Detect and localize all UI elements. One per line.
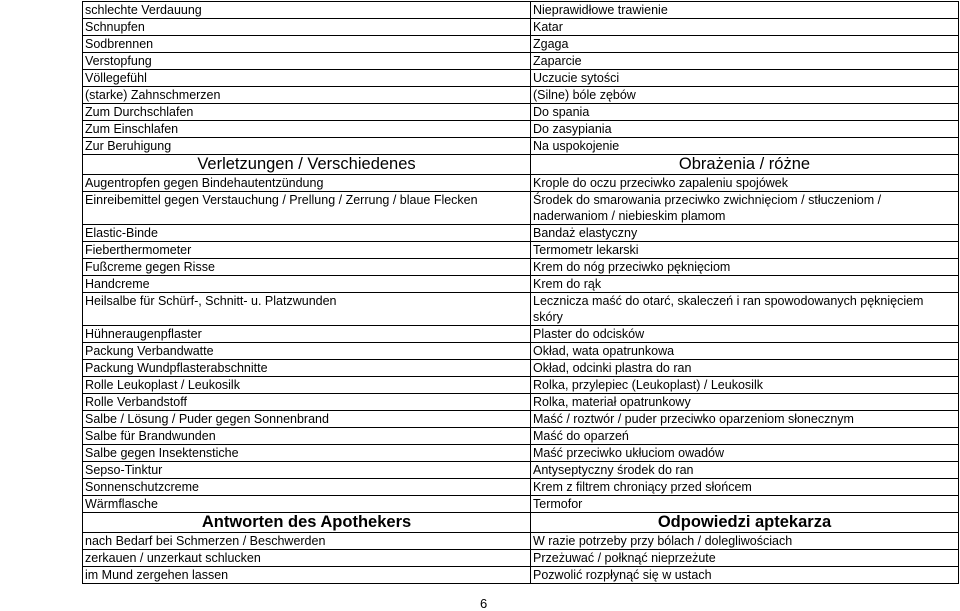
phrase-polish: Do spania [531, 104, 959, 121]
phrase-polish: Okład, odcinki plastra do ran [531, 360, 959, 377]
phrase-german: Rolle Leukoplast / Leukosilk [83, 377, 531, 394]
phrase-polish: Antyseptyczny środek do ran [531, 462, 959, 479]
phrase-german: Salbe / Lösung / Puder gegen Sonnenbrand [83, 411, 531, 428]
phrase-german: Fußcreme gegen Risse [83, 259, 531, 276]
phrase-polish: Termometr lekarski [531, 242, 959, 259]
phrase-german: Zum Einschlafen [83, 121, 531, 138]
section-header-row [83, 513, 959, 533]
phrase-polish: Okład, wata opatrunkowa [531, 343, 959, 360]
phrase-row [83, 567, 959, 584]
page-number: 6 [480, 596, 488, 611]
phrase-row [83, 242, 959, 259]
phrase-polish: Rolka, materiał opatrunkowy [531, 394, 959, 411]
phrase-row [83, 445, 959, 462]
phrase-polish: W razie potrzeby przy bólach / dolegliwościach [531, 533, 959, 550]
phrase-row [83, 138, 959, 155]
phrase-german: Sodbrennen [83, 36, 531, 53]
phrase-polish: Termofor [531, 496, 959, 513]
phrase-polish: Bandaż elastyczny [531, 225, 959, 242]
phrase-german: Elastic-Binde [83, 225, 531, 242]
section-header-polish: Odpowiedzi aptekarza [531, 513, 959, 533]
phrase-row [83, 225, 959, 242]
phrase-row [83, 53, 959, 70]
phrase-polish: Krem do rąk [531, 276, 959, 293]
phrase-row [83, 394, 959, 411]
phrase-german: Augentropfen gegen Bindehautentzündung [83, 175, 531, 192]
phrase-german: Verstopfung [83, 53, 531, 70]
phrase-german: Handcreme [83, 276, 531, 293]
phrase-polish: Zaparcie [531, 53, 959, 70]
phrase-german: (starke) Zahnschmerzen [83, 87, 531, 104]
phrase-row [83, 2, 959, 19]
phrase-german: Einreibemittel gegen Verstauchung / Prellung / Zerrung / blaue Flecken [83, 192, 531, 225]
phrase-german: Salbe für Brandwunden [83, 428, 531, 445]
phrase-polish: Krople do oczu przeciwko zapaleniu spojówek [531, 175, 959, 192]
phrase-polish: Zgaga [531, 36, 959, 53]
phrase-polish: Maść do oparzeń [531, 428, 959, 445]
phrase-row [83, 70, 959, 87]
phrase-table-body [83, 2, 959, 584]
phrase-row [83, 276, 959, 293]
phrase-row [83, 360, 959, 377]
phrase-german: im Mund zergehen lassen [83, 567, 531, 584]
phrase-german: Sepso-Tinktur [83, 462, 531, 479]
phrase-polish: Maść / roztwór / puder przeciwko oparzeniom słonecznym [531, 411, 959, 428]
phrase-row [83, 104, 959, 121]
phrase-german: nach Bedarf bei Schmerzen / Beschwerden [83, 533, 531, 550]
phrase-german: Fieberthermometer [83, 242, 531, 259]
phrase-german: Packung Verbandwatte [83, 343, 531, 360]
phrase-polish: Lecznicza maść do otarć, skaleczeń i ran spowodowanych pęknięciem skóry [531, 293, 959, 326]
phrase-row [83, 175, 959, 192]
phrase-row [83, 121, 959, 138]
phrase-german: schlechte Verdauung [83, 2, 531, 19]
phrase-row [83, 87, 959, 104]
phrase-polish: Krem do nóg przeciwko pęknięciom [531, 259, 959, 276]
phrase-polish: Uczucie sytości [531, 70, 959, 87]
phrase-german: Zur Beruhigung [83, 138, 531, 155]
phrase-polish: Na uspokojenie [531, 138, 959, 155]
section-header-german: Verletzungen / Verschiedenes [83, 155, 531, 175]
phrase-row [83, 533, 959, 550]
phrase-polish: Przeżuwać / połknąć nieprzeżute [531, 550, 959, 567]
phrase-polish: (Silne) bóle zębów [531, 87, 959, 104]
phrase-table [82, 1, 959, 584]
section-header-row [83, 155, 959, 175]
phrase-polish: Do zasypiania [531, 121, 959, 138]
phrase-row [83, 36, 959, 53]
section-header-german: Antworten des Apothekers [83, 513, 531, 533]
phrase-row [83, 259, 959, 276]
phrase-german: Rolle Verbandstoff [83, 394, 531, 411]
phrase-row [83, 496, 959, 513]
section-header-polish: Obrażenia / różne [531, 155, 959, 175]
phrase-german: Zum Durchschlafen [83, 104, 531, 121]
phrase-german: Völlegefühl [83, 70, 531, 87]
phrase-german: Schnupfen [83, 19, 531, 36]
phrase-polish: Krem z filtrem chroniący przed słońcem [531, 479, 959, 496]
phrase-german: zerkauen / unzerkaut schlucken [83, 550, 531, 567]
phrase-german: Heilsalbe für Schürf-, Schnitt- u. Platzwunden [83, 293, 531, 326]
phrase-german: Packung Wundpflasterabschnitte [83, 360, 531, 377]
phrase-row [83, 550, 959, 567]
phrase-polish: Środek do smarowania przeciwko zwichnięciom / stłuczeniom / naderwaniom / niebieskim plamom [531, 192, 959, 225]
phrase-row [83, 343, 959, 360]
phrase-row [83, 19, 959, 36]
phrase-row [83, 192, 959, 225]
phrase-polish: Plaster do odcisków [531, 326, 959, 343]
phrase-german: Wärmflasche [83, 496, 531, 513]
phrase-row [83, 377, 959, 394]
phrase-polish: Katar [531, 19, 959, 36]
phrase-row [83, 411, 959, 428]
phrase-polish: Rolka, przylepiec (Leukoplast) / Leukosilk [531, 377, 959, 394]
phrase-row [83, 462, 959, 479]
phrase-german: Sonnenschutzcreme [83, 479, 531, 496]
phrase-polish: Pozwolić rozpłynąć się w ustach [531, 567, 959, 584]
phrase-polish: Maść przeciwko ukłuciom owadów [531, 445, 959, 462]
phrase-row [83, 326, 959, 343]
phrase-row [83, 428, 959, 445]
phrase-german: Hühneraugenpflaster [83, 326, 531, 343]
phrase-row [83, 479, 959, 496]
phrase-german: Salbe gegen Insektenstiche [83, 445, 531, 462]
phrase-row [83, 293, 959, 326]
phrase-polish: Nieprawidłowe trawienie [531, 2, 959, 19]
